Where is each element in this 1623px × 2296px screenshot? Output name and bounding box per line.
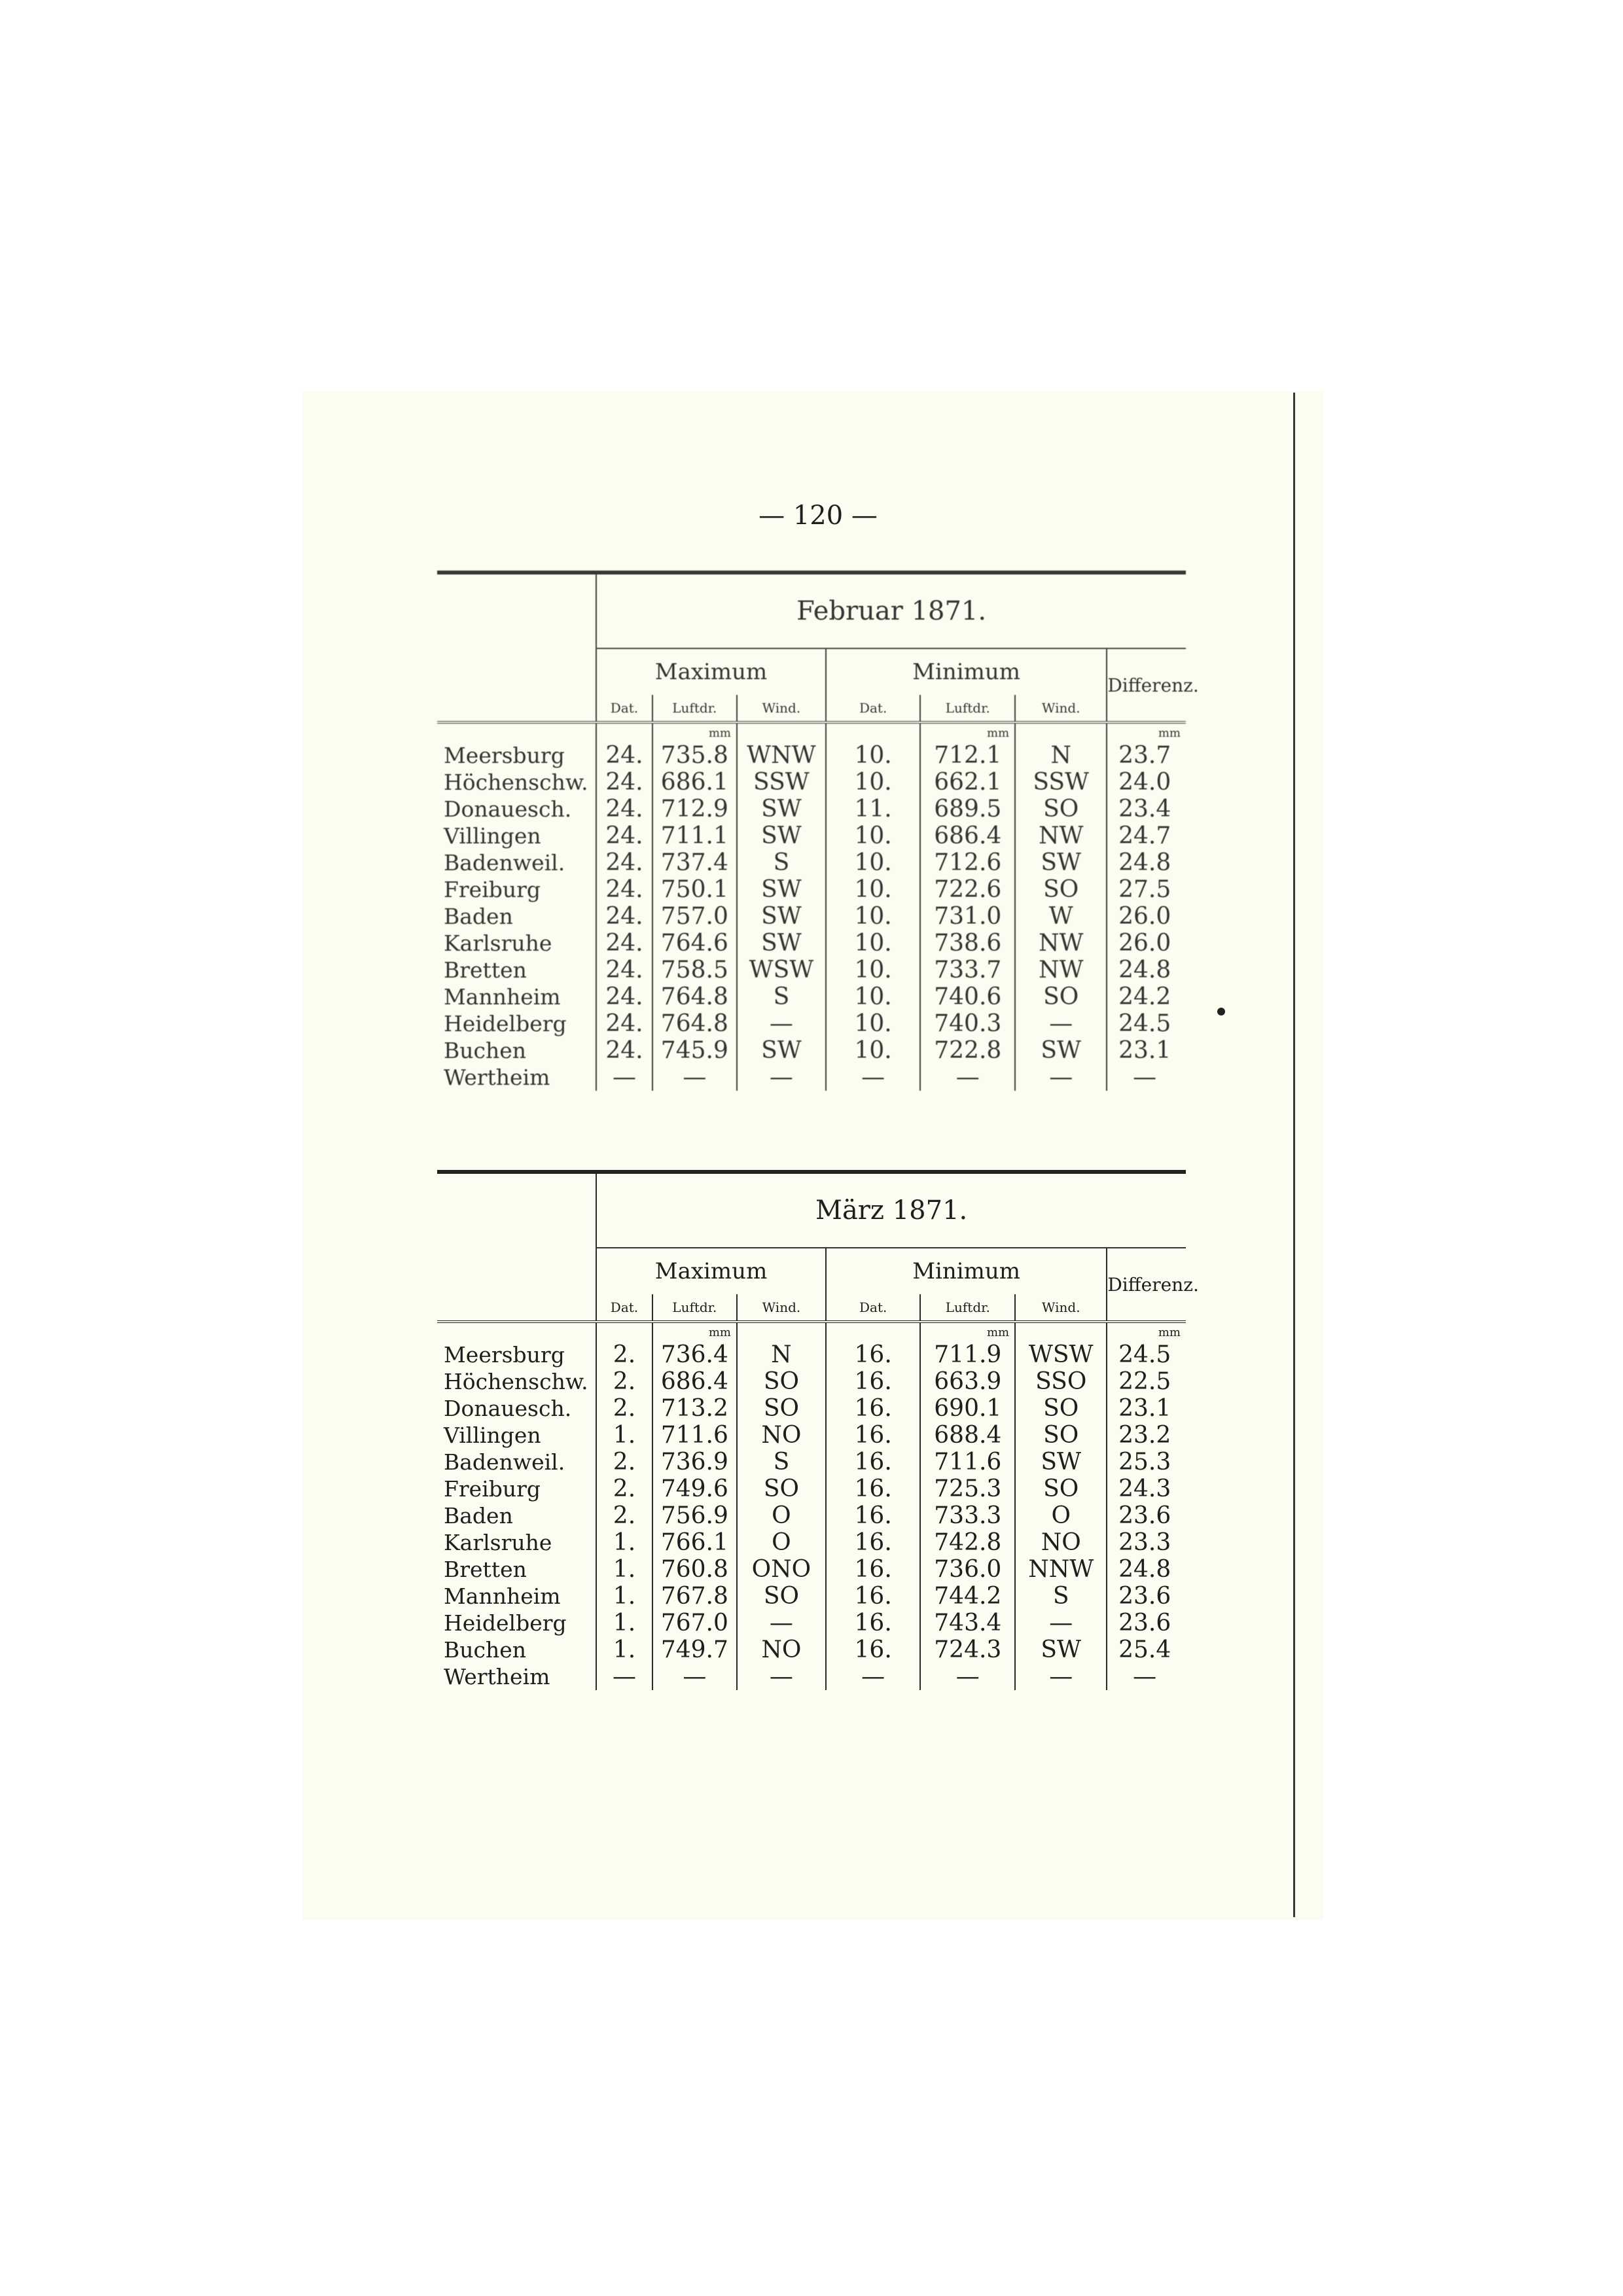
max-pressure-cell: 686.1: [652, 769, 737, 796]
min-wind-header: Wind.: [1015, 1294, 1107, 1322]
table-row: [437, 957, 1186, 983]
difference-cell: 24.7: [1107, 822, 1186, 849]
min-wind-header: Wind.: [1015, 695, 1107, 722]
min-wind-cell: —: [1015, 1064, 1107, 1091]
min-pressure-cell: 722.6: [920, 876, 1015, 903]
max-date-cell: 24.: [596, 822, 652, 849]
min-pressure-cell: 733.7: [920, 957, 1015, 983]
min-date-cell: —: [826, 1663, 921, 1690]
table-body: [437, 1341, 1186, 1690]
table-row: [437, 742, 1186, 769]
station-name: Mannheim: [444, 1583, 561, 1609]
difference-cell: 23.1: [1107, 1037, 1186, 1064]
unit-label: mm: [652, 722, 737, 742]
max-date-cell: 2.: [596, 1449, 652, 1475]
table-row: [437, 1502, 1186, 1529]
min-date-cell: 16.: [826, 1341, 921, 1368]
max-wind-cell: S: [737, 983, 826, 1010]
max-pressure-cell: 766.1: [652, 1529, 737, 1556]
table-row: [437, 930, 1186, 957]
min-pressure-cell: 686.4: [920, 822, 1015, 849]
max-pressure-cell: 736.9: [652, 1449, 737, 1475]
table-row: [437, 1037, 1186, 1064]
max-pressure-cell: 760.8: [652, 1556, 737, 1583]
max-date-cell: 24.: [596, 1037, 652, 1064]
unit-label: mm: [920, 1322, 1015, 1341]
min-date-cell: 10.: [826, 849, 921, 876]
difference-cell: 24.8: [1107, 849, 1186, 876]
table-row: [437, 1010, 1186, 1037]
min-pressure-cell: 733.3: [920, 1502, 1015, 1529]
min-date-cell: 10.: [826, 983, 921, 1010]
min-date-cell: 16.: [826, 1475, 921, 1502]
min-wind-cell: SW: [1015, 1449, 1107, 1475]
max-date-header: Dat.: [596, 1294, 652, 1322]
min-wind-cell: SW: [1015, 1636, 1107, 1663]
table-row: [437, 1583, 1186, 1610]
difference-cell: 22.5: [1107, 1368, 1186, 1395]
station-name: Höchenschw.: [444, 1369, 588, 1394]
station-name: Meersburg: [444, 1342, 565, 1368]
min-date-cell: 16.: [826, 1610, 921, 1636]
max-date-cell: 24.: [596, 769, 652, 796]
max-wind-cell: O: [737, 1502, 826, 1529]
max-pressure-cell: 767.8: [652, 1583, 737, 1610]
max-wind-cell: SW: [737, 822, 826, 849]
station-name: Bretten: [444, 957, 527, 983]
table-maerz: [437, 1170, 1199, 1690]
table-row: [437, 1556, 1186, 1583]
table-row: [437, 1422, 1186, 1449]
max-date-cell: 2.: [596, 1475, 652, 1502]
min-date-cell: 10.: [826, 742, 921, 769]
max-date-cell: 24.: [596, 849, 652, 876]
min-date-cell: 16.: [826, 1422, 921, 1449]
difference-cell: 23.6: [1107, 1583, 1186, 1610]
max-wind-cell: SW: [737, 1037, 826, 1064]
min-wind-cell: SW: [1015, 1037, 1107, 1064]
max-date-cell: 2.: [596, 1368, 652, 1395]
max-pressure-cell: 737.4: [652, 849, 737, 876]
max-wind-cell: S: [737, 849, 826, 876]
difference-cell: 24.8: [1107, 957, 1186, 983]
max-pressure-cell: 711.6: [652, 1422, 737, 1449]
max-wind-cell: SW: [737, 930, 826, 957]
max-pressure-cell: 713.2: [652, 1395, 737, 1422]
min-pressure-cell: 711.6: [920, 1449, 1015, 1475]
difference-cell: 26.0: [1107, 930, 1186, 957]
month-title: Februar 1871.: [596, 573, 1186, 648]
min-wind-cell: NW: [1015, 930, 1107, 957]
min-pressure-header: Luftdr.: [920, 695, 1015, 722]
min-wind-cell: S: [1015, 1583, 1107, 1610]
station-name: Villingen: [444, 823, 541, 849]
min-wind-cell: SW: [1015, 849, 1107, 876]
station-name: Villingen: [444, 1422, 541, 1448]
min-wind-cell: SO: [1015, 1422, 1107, 1449]
min-pressure-cell: 711.9: [920, 1341, 1015, 1368]
difference-cell: 24.0: [1107, 769, 1186, 796]
min-pressure-cell: 689.5: [920, 796, 1015, 822]
min-wind-cell: N: [1015, 742, 1107, 769]
difference-cell: 23.6: [1107, 1502, 1186, 1529]
max-wind-cell: —: [737, 1663, 826, 1690]
station-name: Baden: [444, 1503, 513, 1528]
min-pressure-cell: 662.1: [920, 769, 1015, 796]
station-name: Donauesch.: [444, 1396, 572, 1421]
table-row: [437, 769, 1186, 796]
max-wind-cell: NO: [737, 1636, 826, 1663]
max-date-cell: 1.: [596, 1529, 652, 1556]
minimum-header: Minimum: [826, 1248, 1107, 1294]
min-pressure-cell: 663.9: [920, 1368, 1015, 1395]
table-februar: [437, 571, 1199, 1091]
maximum-header: Maximum: [596, 1248, 826, 1294]
table-row: [437, 1663, 1186, 1690]
difference-cell: 23.1: [1107, 1395, 1186, 1422]
max-wind-cell: SW: [737, 796, 826, 822]
station-name: Freiburg: [444, 877, 541, 902]
max-pressure-cell: 711.1: [652, 822, 737, 849]
max-date-cell: 24.: [596, 930, 652, 957]
table-row: [437, 1064, 1186, 1091]
min-date-cell: 10.: [826, 930, 921, 957]
max-date-cell: 24.: [596, 957, 652, 983]
min-wind-cell: NW: [1015, 822, 1107, 849]
max-wind-cell: WSW: [737, 957, 826, 983]
min-pressure-cell: 740.3: [920, 1010, 1015, 1037]
min-wind-cell: SSO: [1015, 1368, 1107, 1395]
month-title: März 1871.: [596, 1172, 1186, 1248]
max-pressure-cell: 756.9: [652, 1502, 737, 1529]
max-date-cell: 24.: [596, 983, 652, 1010]
table-body: [437, 742, 1186, 1091]
max-wind-cell: S: [737, 1449, 826, 1475]
station-name: Heidelberg: [444, 1610, 567, 1636]
table-row: [437, 796, 1186, 822]
unit-label: mm: [920, 722, 1015, 742]
max-wind-header: Wind.: [737, 695, 826, 722]
min-date-cell: 16.: [826, 1502, 921, 1529]
difference-cell: 25.3: [1107, 1449, 1186, 1475]
station-name: Bretten: [444, 1557, 527, 1582]
difference-cell: 23.6: [1107, 1610, 1186, 1636]
difference-cell: 23.7: [1107, 742, 1186, 769]
max-wind-cell: SO: [737, 1368, 826, 1395]
table-row: [437, 983, 1186, 1010]
max-pressure-cell: 767.0: [652, 1610, 737, 1636]
min-pressure-cell: 722.8: [920, 1037, 1015, 1064]
max-pressure-cell: 764.6: [652, 930, 737, 957]
max-wind-cell: N: [737, 1341, 826, 1368]
max-wind-cell: O: [737, 1529, 826, 1556]
min-date-cell: 10.: [826, 957, 921, 983]
min-wind-cell: NO: [1015, 1529, 1107, 1556]
max-pressure-cell: 686.4: [652, 1368, 737, 1395]
station-name: Badenweil.: [444, 850, 565, 875]
max-date-header: Dat.: [596, 695, 652, 722]
station-name: Buchen: [444, 1637, 527, 1663]
difference-cell: 25.4: [1107, 1636, 1186, 1663]
table-row: [437, 1529, 1186, 1556]
min-pressure-cell: 742.8: [920, 1529, 1015, 1556]
max-pressure-cell: 764.8: [652, 983, 737, 1010]
max-wind-cell: SW: [737, 903, 826, 930]
max-pressure-header: Luftdr.: [652, 695, 737, 722]
table-row: [437, 1449, 1186, 1475]
station-name: Wertheim: [444, 1065, 550, 1090]
min-wind-cell: W: [1015, 903, 1107, 930]
table-row: [437, 1636, 1186, 1663]
min-date-cell: 10.: [826, 903, 921, 930]
max-wind-cell: ONO: [737, 1556, 826, 1583]
station-header: [437, 573, 596, 648]
min-pressure-header: Luftdr.: [920, 1294, 1015, 1322]
table-row: [437, 876, 1186, 903]
max-pressure-cell: 758.5: [652, 957, 737, 983]
station-name: Heidelberg: [444, 1011, 567, 1036]
max-pressure-cell: 749.6: [652, 1475, 737, 1502]
max-date-cell: 24.: [596, 1010, 652, 1037]
max-date-cell: 1.: [596, 1636, 652, 1663]
min-wind-cell: WSW: [1015, 1341, 1107, 1368]
table-row: [437, 1395, 1186, 1422]
min-pressure-cell: 712.1: [920, 742, 1015, 769]
min-pressure-cell: 724.3: [920, 1636, 1015, 1663]
station-name: Freiburg: [444, 1476, 541, 1502]
min-pressure-cell: 731.0: [920, 903, 1015, 930]
max-wind-cell: —: [737, 1064, 826, 1091]
station-name: Wertheim: [444, 1664, 550, 1689]
max-wind-cell: —: [737, 1610, 826, 1636]
difference-cell: —: [1107, 1663, 1186, 1690]
max-pressure-cell: 749.7: [652, 1636, 737, 1663]
min-wind-cell: SSW: [1015, 769, 1107, 796]
min-date-cell: 16.: [826, 1636, 921, 1663]
min-date-cell: 16.: [826, 1395, 921, 1422]
min-wind-cell: SO: [1015, 983, 1107, 1010]
max-wind-cell: SO: [737, 1475, 826, 1502]
min-pressure-cell: 712.6: [920, 849, 1015, 876]
max-wind-cell: NO: [737, 1422, 826, 1449]
min-date-header: Dat.: [826, 1294, 921, 1322]
unit-label: mm: [1107, 722, 1186, 742]
max-date-cell: —: [596, 1663, 652, 1690]
difference-header: Differenz.: [1107, 648, 1186, 722]
max-date-cell: 24.: [596, 903, 652, 930]
min-date-cell: 16.: [826, 1449, 921, 1475]
maximum-header: Maximum: [596, 648, 826, 695]
min-date-header: Dat.: [826, 695, 921, 722]
min-date-cell: 16.: [826, 1529, 921, 1556]
min-date-cell: —: [826, 1064, 921, 1091]
min-pressure-cell: 738.6: [920, 930, 1015, 957]
max-date-cell: 24.: [596, 876, 652, 903]
max-pressure-cell: —: [652, 1663, 737, 1690]
page-edge-line: [1293, 393, 1295, 1917]
table-row: [437, 1368, 1186, 1395]
max-date-cell: 2.: [596, 1502, 652, 1529]
min-pressure-cell: 736.0: [920, 1556, 1015, 1583]
min-wind-cell: SO: [1015, 1475, 1107, 1502]
min-wind-cell: SO: [1015, 796, 1107, 822]
min-pressure-cell: 725.3: [920, 1475, 1015, 1502]
station-name: Donauesch.: [444, 796, 572, 822]
max-date-cell: 1.: [596, 1610, 652, 1636]
table-row: [437, 849, 1186, 876]
min-wind-cell: NNW: [1015, 1556, 1107, 1583]
min-wind-cell: O: [1015, 1502, 1107, 1529]
station-name: Baden: [444, 904, 513, 929]
min-pressure-cell: 688.4: [920, 1422, 1015, 1449]
station-name: Mannheim: [444, 984, 561, 1010]
max-pressure-cell: 757.0: [652, 903, 737, 930]
difference-cell: 23.2: [1107, 1422, 1186, 1449]
difference-cell: 24.5: [1107, 1341, 1186, 1368]
max-date-cell: 1.: [596, 1556, 652, 1583]
max-pressure-cell: 712.9: [652, 796, 737, 822]
max-date-cell: 24.: [596, 742, 652, 769]
min-date-cell: 11.: [826, 796, 921, 822]
min-pressure-cell: 740.6: [920, 983, 1015, 1010]
max-wind-cell: SSW: [737, 769, 826, 796]
min-pressure-cell: —: [920, 1064, 1015, 1091]
max-pressure-cell: 764.8: [652, 1010, 737, 1037]
margin-mark: [1217, 1008, 1225, 1016]
min-date-cell: 10.: [826, 1010, 921, 1037]
difference-cell: —: [1107, 1064, 1186, 1091]
unit-label: mm: [652, 1322, 737, 1341]
min-wind-cell: —: [1015, 1010, 1107, 1037]
table-row: [437, 1475, 1186, 1502]
page-number: — 120 —: [758, 501, 878, 531]
min-date-cell: 10.: [826, 876, 921, 903]
max-date-cell: —: [596, 1064, 652, 1091]
max-wind-cell: WNW: [737, 742, 826, 769]
min-wind-cell: —: [1015, 1610, 1107, 1636]
max-date-cell: 1.: [596, 1583, 652, 1610]
difference-cell: 24.8: [1107, 1556, 1186, 1583]
max-wind-cell: SW: [737, 876, 826, 903]
min-date-cell: 10.: [826, 1037, 921, 1064]
max-pressure-cell: 745.9: [652, 1037, 737, 1064]
station-name: Buchen: [444, 1038, 527, 1063]
unit-label: mm: [1107, 1322, 1186, 1341]
max-pressure-cell: 736.4: [652, 1341, 737, 1368]
min-date-cell: 16.: [826, 1368, 921, 1395]
min-date-cell: 10.: [826, 769, 921, 796]
difference-cell: 24.3: [1107, 1475, 1186, 1502]
max-wind-cell: —: [737, 1010, 826, 1037]
min-pressure-cell: —: [920, 1663, 1015, 1690]
station-name: Höchenschw.: [444, 769, 588, 795]
minimum-header: Minimum: [826, 648, 1107, 695]
difference-cell: 26.0: [1107, 903, 1186, 930]
difference-cell: 23.4: [1107, 796, 1186, 822]
max-date-cell: 24.: [596, 796, 652, 822]
max-pressure-cell: —: [652, 1064, 737, 1091]
station-name: Karlsruhe: [444, 1530, 552, 1555]
max-wind-header: Wind.: [737, 1294, 826, 1322]
table-row: [437, 822, 1186, 849]
max-pressure-header: Luftdr.: [652, 1294, 737, 1322]
min-wind-cell: SO: [1015, 1395, 1107, 1422]
table-row: [437, 1341, 1186, 1368]
min-date-cell: 10.: [826, 822, 921, 849]
difference-cell: 23.3: [1107, 1529, 1186, 1556]
min-wind-cell: SO: [1015, 876, 1107, 903]
table-row: [437, 903, 1186, 930]
difference-cell: 24.2: [1107, 983, 1186, 1010]
max-wind-cell: SO: [737, 1583, 826, 1610]
max-pressure-cell: 750.1: [652, 876, 737, 903]
difference-cell: 24.5: [1107, 1010, 1186, 1037]
min-date-cell: 16.: [826, 1583, 921, 1610]
station-name: Karlsruhe: [444, 930, 552, 956]
max-date-cell: 2.: [596, 1395, 652, 1422]
station-header: [437, 1172, 596, 1248]
table-row: [437, 1610, 1186, 1636]
max-pressure-cell: 735.8: [652, 742, 737, 769]
difference-cell: 27.5: [1107, 876, 1186, 903]
min-wind-cell: —: [1015, 1663, 1107, 1690]
station-name: Badenweil.: [444, 1449, 565, 1475]
min-pressure-cell: 744.2: [920, 1583, 1015, 1610]
min-pressure-cell: 690.1: [920, 1395, 1015, 1422]
difference-header: Differenz.: [1107, 1248, 1186, 1322]
max-wind-cell: SO: [737, 1395, 826, 1422]
min-wind-cell: NW: [1015, 957, 1107, 983]
min-pressure-cell: 743.4: [920, 1610, 1015, 1636]
max-date-cell: 2.: [596, 1341, 652, 1368]
max-date-cell: 1.: [596, 1422, 652, 1449]
station-name: Meersburg: [444, 743, 565, 768]
min-date-cell: 16.: [826, 1556, 921, 1583]
